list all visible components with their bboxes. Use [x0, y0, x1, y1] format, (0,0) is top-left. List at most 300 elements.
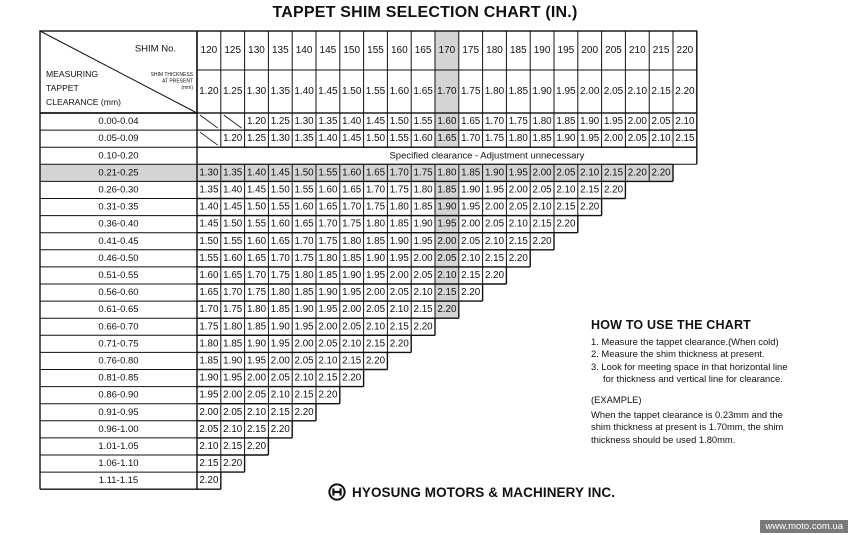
shim-value: 1.30	[270, 133, 290, 145]
shim-value: 1.75	[318, 235, 338, 247]
shim-value: 1.70	[342, 201, 362, 213]
shim-value: 1.55	[246, 218, 267, 230]
how-to-step: for thickness and vertical line for clearance.	[603, 373, 783, 385]
shim-value: 2.00	[318, 321, 338, 333]
clearance-label: 0.00-0.04	[98, 116, 139, 128]
shim-value: 1.50	[365, 133, 386, 145]
highlight-column	[435, 31, 459, 113]
shim-value: 1.75	[508, 116, 528, 128]
shim-value: 1.80	[532, 116, 552, 128]
shim-value: 2.20	[270, 423, 290, 435]
shim-thickness: 1.35	[270, 86, 291, 97]
shim-value: 1.65	[270, 235, 290, 247]
shim-value: 1.50	[246, 201, 267, 213]
shim-value: 2.20	[603, 184, 624, 196]
shim-value: 2.10	[413, 287, 433, 299]
shim-value: 2.15	[389, 321, 409, 333]
measuring-label: MEASURING	[46, 69, 99, 79]
shim-value: 2.20	[389, 338, 409, 350]
how-to-use-panel	[591, 319, 831, 446]
shim-value: 2.15	[461, 269, 481, 281]
shim-value: 1.30	[199, 167, 219, 179]
shim-number: 165	[414, 45, 432, 56]
shim-value: 2.00	[508, 184, 528, 196]
shim-value: 2.15	[413, 304, 433, 316]
shim-thickness: 1.80	[484, 86, 505, 97]
slash-mark	[200, 115, 218, 128]
shim-value: 2.05	[223, 406, 243, 418]
shim-value: 2.00	[413, 252, 433, 264]
shim-value: 1.65	[294, 218, 314, 230]
shim-value: 2.20	[580, 201, 600, 213]
shim-value: 2.20	[508, 252, 528, 264]
shim-value: 1.75	[199, 321, 219, 333]
shim-thickness: 1.45	[318, 86, 338, 97]
shim-value: 1.70	[484, 116, 505, 128]
shim-value: 1.75	[342, 218, 362, 230]
how-to-steps	[591, 336, 831, 386]
shim-value: 1.95	[199, 389, 219, 401]
shim-value: 2.10	[389, 304, 409, 316]
shim-value: 2.10	[675, 116, 695, 128]
shim-value: 1.65	[246, 252, 267, 264]
shim-value: 2.05	[199, 423, 219, 435]
shim-value: 1.65	[223, 269, 243, 281]
shim-value: 1.70	[389, 167, 409, 179]
brand-name: HYOSUNG MOTORS & MACHINERY INC.	[352, 484, 616, 500]
shim-value: 1.95	[342, 287, 362, 299]
shim-value: 1.45	[342, 133, 362, 145]
shim-value: 2.15	[342, 355, 362, 367]
shim-number: 195	[557, 45, 575, 56]
clearance-label: 0.86-0.90	[98, 389, 139, 401]
shim-number: 135	[271, 45, 289, 56]
hyosung-logo-icon	[328, 483, 346, 501]
shim-value: 1.60	[437, 116, 457, 128]
shim-value: 1.20	[246, 116, 267, 128]
shim-number: 185	[509, 45, 527, 56]
shim-thickness: 1.25	[222, 86, 243, 97]
shim-value: 1.80	[294, 269, 314, 281]
shim-value: 1.60	[199, 269, 219, 281]
clearance-label: 1.01-1.05	[98, 440, 139, 452]
shim-number: 180	[486, 45, 503, 56]
shim-value: 2.00	[342, 304, 362, 316]
shim-value: 1.35	[199, 184, 219, 196]
shim-thickness: 1.55	[365, 86, 386, 97]
shim-value: 2.10	[484, 235, 505, 247]
shim-value: 2.10	[437, 269, 457, 281]
shim-value: 1.80	[389, 201, 409, 213]
shim-value: 1.85	[246, 321, 267, 333]
shim-value: 1.90	[413, 218, 433, 230]
shim-value: 2.00	[461, 218, 481, 230]
how-to-step: 2. Measure the shim thickness at present.	[591, 348, 765, 360]
shim-value: 1.50	[294, 167, 314, 179]
shim-thickness: 1.65	[413, 86, 433, 97]
shim-value: 1.75	[413, 167, 433, 179]
shim-value: 2.15	[556, 201, 576, 213]
shim-value: 1.60	[246, 235, 267, 247]
shim-value: 2.00	[389, 269, 409, 281]
clearance-label: 0.36-0.40	[98, 218, 139, 230]
shim-value: 1.95	[389, 252, 409, 264]
shim-value: 1.90	[556, 133, 576, 145]
shim-thickness: 1.95	[556, 86, 576, 97]
shim-thickness: 2.15	[651, 86, 671, 97]
shim-value: 2.15	[675, 133, 695, 145]
shim-value: 1.80	[270, 287, 290, 299]
shim-value: 1.70	[365, 184, 386, 196]
chart-title: TAPPET SHIM SELECTION CHART (IN.)	[272, 4, 578, 21]
shim-value: 1.60	[294, 201, 314, 213]
shim-value: 1.95	[365, 269, 386, 281]
shim-value: 2.15	[484, 252, 505, 264]
shim-value: 1.40	[342, 116, 362, 128]
shim-value: 1.80	[342, 235, 362, 247]
clearance-label: 1.11-1.15	[98, 475, 139, 487]
shim-number: 200	[581, 45, 599, 56]
shim-value: 1.55	[223, 235, 243, 247]
shim-value: 1.85	[437, 184, 457, 196]
shim-thickness: 1.70	[437, 86, 457, 97]
shim-value: 2.00	[365, 287, 386, 299]
shim-value: 1.80	[437, 167, 457, 179]
shim-number: 130	[248, 45, 265, 56]
shim-value: 1.55	[294, 184, 314, 196]
shim-value: 1.65	[199, 287, 219, 299]
shim-value: 2.00	[437, 235, 457, 247]
shim-value: 2.10	[223, 423, 243, 435]
shim-value: 2.15	[294, 389, 314, 401]
shim-value: 2.10	[532, 201, 552, 213]
shim-value: 1.95	[294, 321, 314, 333]
shim-value: 2.00	[246, 372, 267, 384]
shim-value: 1.35	[318, 116, 338, 128]
shim-value: 2.10	[199, 440, 219, 452]
shim-value: 1.75	[223, 304, 243, 316]
shim-number: 215	[652, 45, 670, 56]
shim-value: 1.70	[294, 235, 314, 247]
shim-value: 1.85	[199, 355, 219, 367]
shim-number: 120	[200, 45, 218, 56]
shim-value: 2.05	[461, 235, 481, 247]
shim-value: 1.45	[270, 167, 290, 179]
shim-value: 1.25	[270, 116, 290, 128]
shim-number: 190	[533, 45, 551, 56]
shim-value: 1.90	[318, 287, 338, 299]
shim-value: 1.90	[389, 235, 409, 247]
shim-value: 2.00	[294, 338, 314, 350]
shim-value: 2.20	[246, 440, 267, 452]
shim-value: 1.90	[223, 355, 243, 367]
shim-value: 1.70	[270, 252, 290, 264]
clearance-label: 0.81-0.85	[98, 372, 139, 384]
shim-value: 2.10	[270, 389, 290, 401]
shim-thickness: 1.50	[341, 86, 362, 97]
shim-value: 2.15	[223, 440, 243, 452]
shim-value: 1.80	[413, 184, 433, 196]
shim-value: 2.05	[532, 184, 552, 196]
thickness-label: (mm)	[181, 85, 193, 91]
shim-thickness: 2.20	[675, 86, 695, 97]
shim-value: 1.75	[365, 201, 386, 213]
shim-value: 1.90	[342, 269, 362, 281]
shim-value: 1.55	[389, 133, 409, 145]
shim-value: 1.95	[270, 338, 290, 350]
shim-value: 1.85	[294, 287, 314, 299]
shim-value: 2.05	[484, 218, 505, 230]
shim-value: 2.05	[627, 133, 647, 145]
shim-value: 1.90	[294, 304, 314, 316]
shim-number: 150	[343, 45, 361, 56]
shim-thickness: 1.75	[460, 86, 481, 97]
clearance-label: 0.66-0.70	[98, 321, 139, 333]
how-to-step: 1. Measure the tappet clearance.(When cold)	[591, 335, 779, 347]
clearance-label: 0.96-1.00	[98, 423, 139, 435]
shim-value: 2.15	[318, 372, 338, 384]
shim-value: 2.05	[413, 269, 433, 281]
clearance-label: 0.10-0.20	[98, 150, 139, 162]
shim-number: 175	[462, 45, 480, 56]
shim-value: 1.35	[294, 133, 314, 145]
shim-value: 1.60	[270, 218, 290, 230]
shim-value: 1.50	[199, 235, 219, 247]
shim-thickness: 1.60	[389, 86, 410, 97]
shim-value: 2.00	[627, 116, 647, 128]
shim-value: 1.95	[508, 167, 528, 179]
shim-value: 1.65	[365, 167, 386, 179]
shim-value: 1.65	[437, 133, 457, 145]
shim-number: 155	[367, 45, 384, 56]
clearance-label: 0.71-0.75	[98, 338, 139, 350]
shim-thickness: 1.20	[199, 86, 219, 97]
shim-value: 2.00	[484, 201, 505, 213]
shim-value: 2.10	[580, 167, 600, 179]
shim-value: 2.00	[270, 355, 290, 367]
clearance-label: 0.76-0.80	[98, 355, 139, 367]
thickness-label: SHIM THICKNESS	[150, 72, 193, 78]
example-line: thickness should be used 1.80mm.	[591, 433, 736, 445]
example-line: When the tappet clearance is 0.23mm and the	[591, 408, 783, 420]
shim-value: 1.95	[223, 372, 243, 384]
shim-thickness: 2.10	[627, 86, 648, 97]
shim-value: 1.85	[461, 167, 481, 179]
shim-number: 170	[438, 45, 456, 56]
how-to-step: 3. Look for meeting space in that horizontal line	[591, 360, 788, 372]
thickness-label: AT PRESENT	[162, 78, 193, 85]
example-line: shim thickness at present is 1.70mm, the shim	[591, 421, 784, 433]
shim-value: 1.85	[270, 304, 290, 316]
clearance-label: 0.05-0.09	[98, 133, 139, 145]
shim-value: 2.20	[437, 304, 457, 316]
shim-thickness: 2.05	[603, 86, 624, 97]
shim-value: 1.45	[246, 184, 267, 196]
shim-thickness: 1.30	[246, 86, 267, 97]
shim-value: 1.90	[246, 338, 267, 350]
shim-number: 160	[390, 45, 408, 56]
shim-value: 2.05	[342, 321, 362, 333]
shim-value: 1.85	[556, 116, 576, 128]
shim-value: 2.05	[365, 304, 386, 316]
shim-value: 2.20	[484, 269, 505, 281]
shim-value: 1.95	[603, 116, 624, 128]
shim-value: 1.80	[508, 133, 528, 145]
shim-value: 2.20	[413, 321, 433, 333]
clearance-label: 0.56-0.60	[98, 287, 139, 299]
shim-value: 2.05	[508, 201, 528, 213]
slash-mark	[200, 132, 218, 145]
shim-value: 2.05	[437, 252, 457, 264]
shim-value: 1.70	[318, 218, 338, 230]
shim-value: 1.50	[223, 218, 243, 230]
shim-value: 2.20	[651, 167, 671, 179]
shim-value: 1.85	[365, 235, 386, 247]
shim-value: 1.70	[246, 269, 267, 281]
shim-number: 220	[676, 45, 694, 56]
shim-value: 1.80	[365, 218, 386, 230]
shim-number: 205	[605, 45, 622, 56]
shim-value: 1.70	[461, 133, 481, 145]
clearance-label: 0.26-0.30	[98, 184, 139, 196]
shim-value: 1.90	[461, 184, 481, 196]
shim-thickness: 2.00	[579, 86, 600, 97]
slash-mark	[224, 115, 242, 128]
shim-value: 2.00	[532, 167, 552, 179]
shim-value: 2.05	[246, 389, 267, 401]
shim-no-label: SHIM No.	[134, 43, 176, 55]
shim-value: 1.65	[342, 184, 362, 196]
shim-value: 1.95	[318, 304, 338, 316]
shim-value: 2.00	[603, 133, 624, 145]
shim-value: 2.10	[508, 218, 528, 230]
shim-value: 1.90	[437, 201, 457, 213]
shim-value: 2.15	[365, 338, 386, 350]
shim-value: 1.60	[342, 167, 362, 179]
shim-value: 2.00	[199, 406, 219, 418]
shim-value: 1.95	[246, 355, 267, 367]
shim-value: 2.15	[508, 235, 528, 247]
shim-value: 2.20	[223, 458, 243, 470]
shim-value: 2.15	[603, 167, 624, 179]
example-title: (EXAMPLE)	[591, 393, 642, 405]
shim-value: 1.95	[437, 218, 457, 230]
shim-value: 1.90	[580, 116, 600, 128]
specified-note: Specified clearance - Adjustment unnecessary	[389, 150, 585, 162]
shim-value: 1.55	[413, 116, 433, 128]
shim-thickness: 1.90	[532, 86, 552, 97]
shim-value: 2.00	[223, 389, 243, 401]
shim-value: 2.05	[556, 167, 576, 179]
shim-value: 2.20	[365, 355, 386, 367]
shim-value: 1.80	[199, 338, 219, 350]
measuring-label: TAPPET	[46, 83, 79, 93]
shim-value: 1.85	[413, 201, 433, 213]
shim-value: 1.80	[318, 252, 338, 264]
shim-number: 210	[628, 45, 646, 56]
shim-value: 1.75	[389, 184, 409, 196]
shim-value: 1.65	[461, 116, 481, 128]
shim-value: 1.30	[294, 116, 314, 128]
shim-value: 1.65	[318, 201, 338, 213]
shim-value: 1.55	[270, 201, 290, 213]
shim-value: 1.80	[246, 304, 267, 316]
shim-value: 1.75	[484, 133, 505, 145]
clearance-label: 0.51-0.55	[98, 269, 139, 281]
shim-value: 1.95	[484, 184, 505, 196]
shim-thickness: 1.85	[508, 86, 529, 97]
shim-value: 1.60	[318, 184, 338, 196]
shim-value: 2.10	[365, 321, 386, 333]
shim-value: 1.75	[294, 252, 314, 264]
shim-value: 2.20	[318, 389, 338, 401]
shim-value: 1.50	[389, 116, 409, 128]
shim-value: 1.25	[246, 133, 267, 145]
shim-value: 2.20	[556, 218, 576, 230]
shim-value: 2.10	[294, 372, 314, 384]
clearance-label: 0.46-0.50	[98, 252, 139, 264]
shim-value: 2.05	[294, 355, 314, 367]
shim-value: 2.10	[556, 184, 576, 196]
shim-value: 1.60	[223, 252, 243, 264]
shim-value: 2.20	[199, 475, 219, 487]
shim-value: 1.85	[389, 218, 409, 230]
shim-value: 2.10	[318, 355, 338, 367]
shim-value: 1.40	[223, 184, 243, 196]
shim-value: 2.05	[270, 372, 290, 384]
shim-value: 1.35	[223, 167, 243, 179]
shim-value: 2.15	[532, 218, 552, 230]
shim-value: 1.85	[318, 269, 338, 281]
shim-number: 140	[295, 45, 313, 56]
brand	[328, 483, 615, 501]
shim-value: 2.20	[627, 167, 647, 179]
shim-value: 1.80	[223, 321, 243, 333]
shim-value: 2.20	[461, 287, 481, 299]
shim-value: 1.60	[413, 133, 433, 145]
shim-value: 2.15	[580, 184, 600, 196]
shim-value: 2.20	[294, 406, 314, 418]
shim-value: 1.70	[199, 304, 219, 316]
example-text	[591, 409, 831, 447]
shim-value: 1.90	[199, 372, 219, 384]
shim-value: 2.05	[318, 338, 338, 350]
shim-value: 1.95	[580, 133, 600, 145]
how-to-title: HOW TO USE THE CHART	[591, 318, 752, 332]
clearance-label: 0.91-0.95	[98, 406, 139, 418]
shim-value: 2.10	[246, 406, 267, 418]
shim-thickness: 1.40	[294, 86, 314, 97]
shim-value: 1.45	[199, 218, 219, 230]
shim-value: 1.40	[246, 167, 267, 179]
shim-value: 1.75	[246, 287, 267, 299]
clearance-label: 0.41-0.45	[98, 235, 139, 247]
shim-value: 2.10	[461, 252, 481, 264]
shim-value: 1.85	[223, 338, 243, 350]
shim-value: 2.15	[246, 423, 267, 435]
clearance-label: 0.21-0.25	[98, 167, 139, 179]
shim-value: 1.70	[223, 287, 243, 299]
shim-value: 1.50	[270, 184, 290, 196]
shim-value: 2.10	[651, 133, 671, 145]
shim-number: 125	[224, 45, 242, 56]
clearance-label: 0.31-0.35	[98, 201, 139, 213]
shim-value: 1.40	[199, 201, 219, 213]
shim-value: 2.20	[532, 235, 552, 247]
shim-value: 2.10	[342, 338, 362, 350]
shim-value: 2.05	[389, 287, 409, 299]
shim-value: 1.95	[413, 235, 433, 247]
